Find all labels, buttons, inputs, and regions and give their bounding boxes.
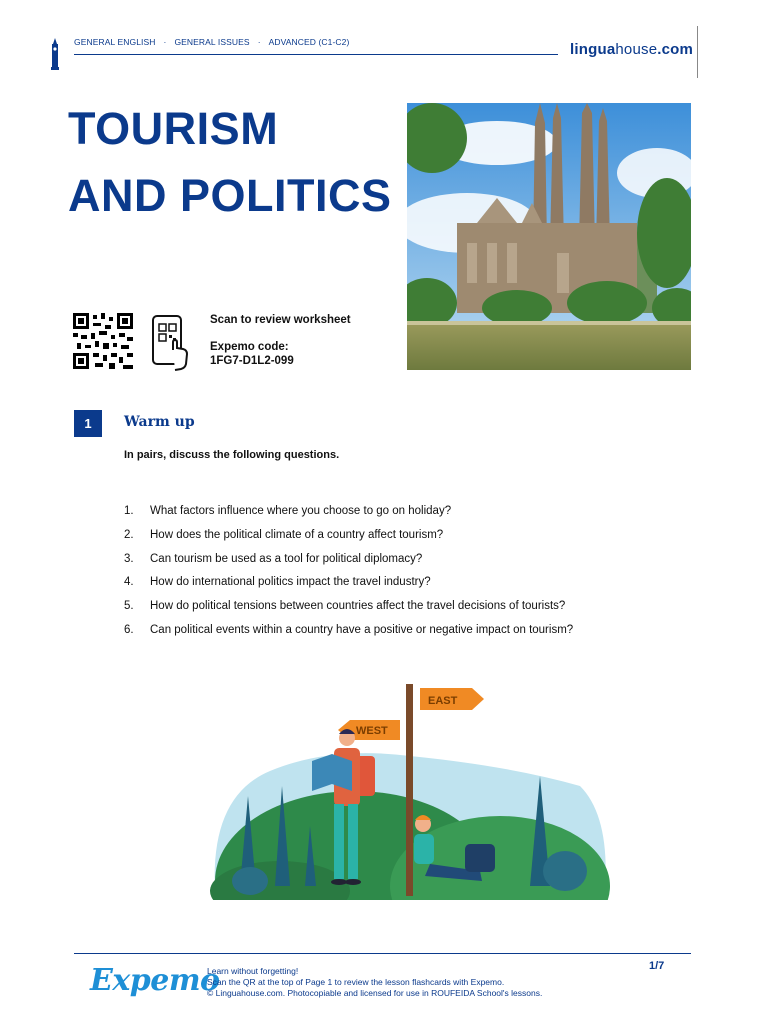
header-divider (74, 54, 558, 55)
sign-east: EAST (428, 695, 458, 707)
page-number: 1/7 (649, 960, 665, 972)
breadcrumb-item[interactable]: GENERAL ENGLISH (74, 37, 156, 47)
expemo-logo[interactable]: Expemo (90, 963, 220, 998)
scan-label: Scan to review worksheet (210, 314, 351, 326)
expemo-code-label: Expemo code: (210, 341, 289, 353)
breadcrumb-item[interactable]: GENERAL ISSUES (174, 37, 250, 47)
qr-code[interactable] (73, 313, 133, 369)
section-title: Warm up (124, 414, 195, 430)
breadcrumb-item[interactable]: ADVANCED (C1-C2) (268, 37, 350, 47)
list-item: 2. How does the political climate of a country affect tourism? (124, 528, 444, 541)
expemo-code: 1FG7-D1L2-099 (210, 355, 294, 367)
sign-west: WEST (356, 725, 388, 737)
scan-info (210, 313, 351, 368)
list-item: 3. Can tourism be used as a tool for political diplomacy? (124, 552, 423, 565)
footer-text: Learn without forgetting! Scan the QR at the top of Page 1 to review the lesson flashcards with Expemo. © Linguahouse.com. Photocopiable and licensed for use in ROUFEIDA School's lessons. (207, 966, 543, 999)
big-ben-icon (50, 38, 60, 70)
list-item: 6. Can political events within a country have a positive or negative impact on tourism? (124, 623, 574, 636)
linguahouse-logo[interactable]: linguahouse.com (570, 41, 694, 58)
question-list (124, 504, 573, 647)
sagrada-familia-photo (407, 103, 691, 370)
page-title: TOURISM AND POLITICS (68, 103, 392, 221)
list-item: 5. How do political tensions between countries affect the travel decisions of tourists? (124, 600, 566, 613)
list-item: 1. What factors influence where you choose to go on holiday? (124, 505, 452, 517)
list-item: 4. How do international politics impact the travel industry? (124, 576, 431, 589)
footer-divider (74, 953, 691, 954)
travelers-signpost-illustration (210, 676, 610, 900)
section-number: 1 (74, 410, 102, 437)
header-vertical-rule (697, 26, 698, 78)
phone-scan-icon (151, 314, 191, 372)
breadcrumb: GENERAL ENGLISH · GENERAL ISSUES · ADVANCED (C1-C2) (74, 37, 350, 47)
instruction: In pairs, discuss the following questions. (124, 449, 340, 461)
